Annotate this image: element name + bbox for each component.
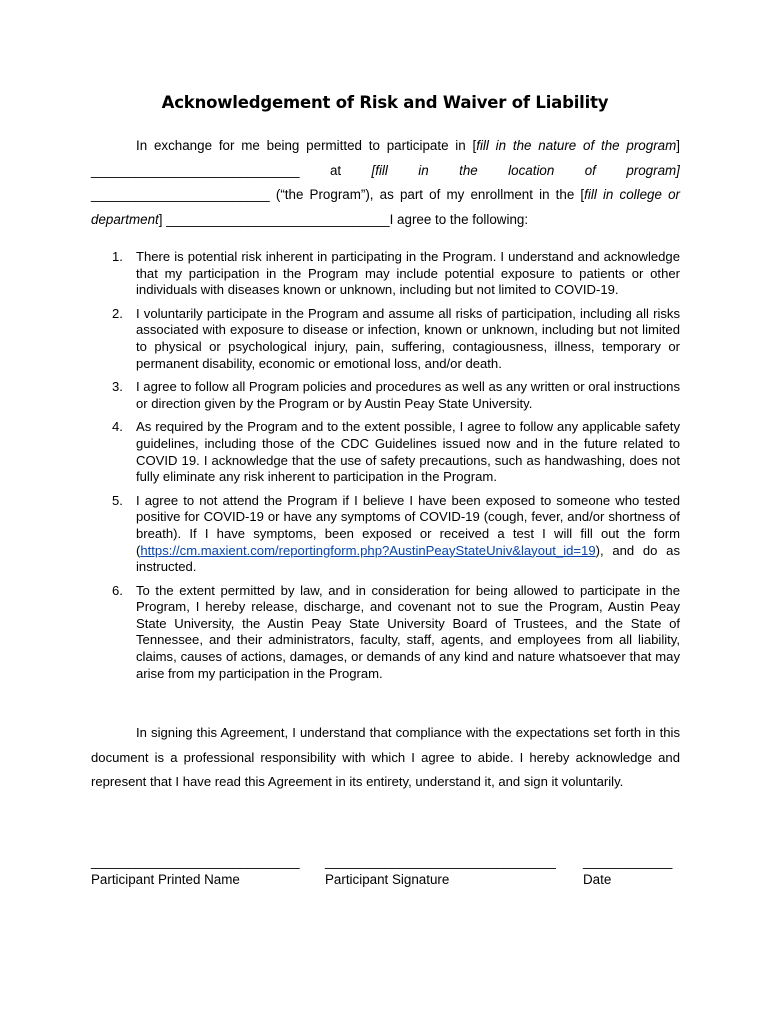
list-item: 2. I voluntarily participate in the Program and assume all risks of participation, including all risks associated with exposure to disease or infection, known or unknown, including but not limited to physical or psychological injury, pain, suffering, contagiousness, illness, temporary or permanent disability, economic or emotional loss, and/or death. <box>112 305 680 371</box>
signature-label: Participant Signature <box>325 872 450 887</box>
date-line: ____________ <box>583 854 673 869</box>
intro-line-1: In exchange for me being permitted to participate in [fill in the nature of the program] <box>136 138 680 153</box>
location-blank: ________________________ <box>91 187 270 202</box>
department-blank: ] ______________________________I agree to the following: <box>158 211 529 227</box>
date-label: Date <box>583 872 612 887</box>
list-item: 1. There is potential risk inherent in participating in the Program. I understand and acknowledge that my participation in the Program may include potential exposure to patients or other individuals with diseases known or unknown, including but not limited to COVID-19. <box>112 249 680 298</box>
list-item: 5. I agree to not attend the Program if I believe I have been exposed to someone who tested positive for COVID-19 or have any symptoms of COVID-19 (cough, fever, and/or shortness of breath). If I have symptoms, been exposed or received a test I will fill out the form (https://cm.maxient.com/reportingform.php?AustinPeayStateUniv&layout_id=19), and do as instructed. <box>112 492 680 575</box>
intro-line-2: ____________________________ at [fill in the location of program] <box>91 162 680 178</box>
list-item: 4. As required by the Program and to the extent possible, I agree to follow any applicable safety guidelines, including those of the CDC Guidelines issued now and in the future related to COVID 19. I acknowledge that the use of safety precautions, such as handwashing, does not fully eliminate any risk inherent to participation in the Program. <box>112 419 680 485</box>
closing-paragraph: In signing this Agreement, I understand that compliance with the expectations set forth in this document is a professional responsibility with which I agree to abide. I hereby acknowledge and represent that I have read this Agreement in its entirety, understand it, and sign it voluntarily. <box>91 725 680 790</box>
intro-line-3: ________________________ (“the Program”), as part of my enrollment in the [fill in college or <box>91 187 680 202</box>
list-item: 6. To the extent permitted by law, and in consideration for being allowed to participate in the Program, I hereby release, discharge, and covenant not to sue the Program, Austin Peay State University, the Austin Peay State University Board of Trustees, and the State of Tennessee, and their administrators, faculty, staff, agents, and employees from all liability, claims, causes of actions, damages, or demands of any kind and nature whatsoever that may arise from my participation in the Program. <box>112 582 680 681</box>
document-title: Acknowledgement of Risk and Waiver of Liability <box>161 93 609 112</box>
agreement-list <box>91 249 680 689</box>
signature-line: _______________________________ <box>325 854 556 869</box>
intro-line-4: department] ______________________________I agree to the following: <box>91 211 529 227</box>
program-nature-blank: ____________________________ <box>91 162 300 178</box>
printed-name-line: ____________________________ <box>91 854 300 869</box>
reporting-form-link[interactable]: https://cm.maxient.com/reportingform.php?AustinPeayStateUniv&layout_id=19 <box>140 542 596 558</box>
printed-name-label: Participant Printed Name <box>91 872 240 887</box>
program-nature-fill: fill in the nature of the program <box>476 138 677 153</box>
list-item: 3. I agree to follow all Program policies and procedures as well as any written or oral instructions or direction given by the Program or by Austin Peay State University. <box>112 379 680 411</box>
intro-paragraph <box>91 134 680 232</box>
